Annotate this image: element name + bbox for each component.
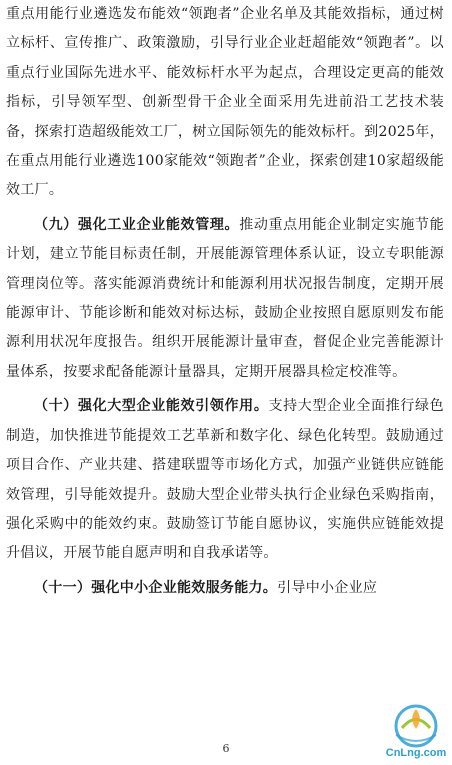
- document-body: [6, 0, 444, 603]
- section-heading: （九）强化工业企业能效管理。: [34, 216, 240, 233]
- paragraph-body: 引导中小企业应: [277, 579, 378, 596]
- section-heading: （十一）强化中小企业能效服务能力。: [34, 579, 278, 596]
- paragraph-section-10: [6, 392, 444, 568]
- cnlng-watermark-logo: [382, 699, 450, 761]
- paragraph-section-11: [6, 574, 444, 603]
- page-number: 6: [222, 742, 230, 755]
- section-heading: （十）强化大型企业能效引领作用。: [34, 398, 269, 415]
- paragraph-body: 支持大型企业全面推行绿色制造，加快推进节能提效工艺革新和数字化、绿色化转型。鼓励通过项目合作、产业共建、搭建联盟等市场化方式，加强产业链供应链能效管理，引导能效提升。鼓励大型企业带头执行企业绿色采购指南，强化采购中的能效约束。鼓励签订节能自愿协议，实施供应链能效提升倡议，开展节能自愿声明和自我承诺等。: [6, 398, 444, 562]
- watermark-text: CnLng.com: [385, 747, 447, 759]
- paragraph-body: 推动重点用能企业制定实施节能计划，建立节能目标责任制，开展能源管理体系认证，设立专职能源管理岗位等。落实能源消费统计和能源利用状况报告制度，定期开展能源审计、节能诊断和能效对标达标，鼓励企业按照自愿原则发布能源利用状况年度报告。组织开展能源计量审查，督促企业完善能源计量体系，按要求配备能源计量器具，定期开展器具检定校准等。: [6, 216, 445, 380]
- paragraph-section-9: [6, 211, 444, 387]
- watermark-logo-icon: [382, 699, 450, 761]
- paragraph-body: 重点用能行业遴选发布能效“领跑者”企业名单及其能效指标，通过树立标杆、宣传推广、政策激励，引导行业企业赶超能效“领跑者”。以重点行业国际先进水平、能效标杆水平为起点，合理设定更高的能效指标，引导领军型、创新型骨干企业全面采用先进前沿工艺技术装备，探索打造超级能效工厂，树立国际领先的能效标杆。到2025年，在重点用能行业遴选100家能效“领跑者”企业，探索创建10家超级能效工厂。: [6, 6, 444, 199]
- paragraph-intro: [6, 0, 444, 206]
